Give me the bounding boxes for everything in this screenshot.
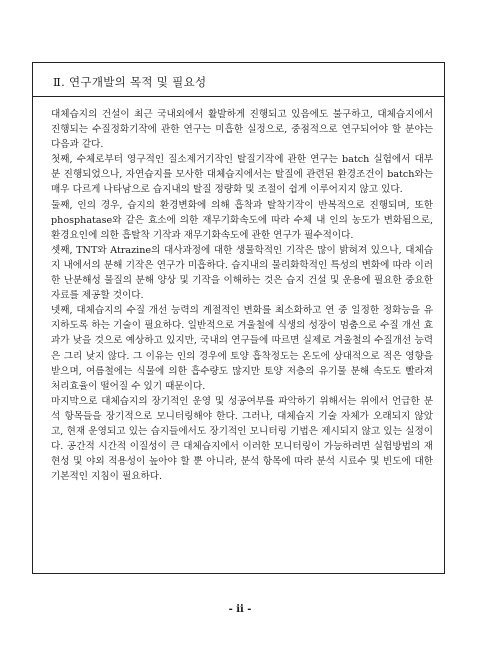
heading-bar [33, 63, 444, 97]
paragraph-fourth: 넷째, 대체습지의 수질 개선 능력의 계절적인 변화를 최소화하고 연 중 일정한 정화능을 유지하도록 하는 기술이 필요하다. 일반적으로 겨울철에 식생의 성장이 멈춤으로 수질 개선 효과가 낮을 것으로 예상하고 있지만, 국내의 연구들에 따르면 실제로 겨울철의 수질개선 능력은 그리 낮지 않다. 그 이유는 인의 경우에 토양 흡착정도는 온도에 상대적으로 적은 영향을 받으며, 여름철에는 식물에 의한 흡수량도 많지만 토양 저층의 유기물 분해 속도도 빨라져 처리효율이 떨어질 수 있기 때문이다. [51, 305, 433, 392]
section-heading: Ⅱ. 연구개발의 목적 및 필요성 [53, 75, 207, 89]
section-frame [32, 62, 445, 574]
paragraph-second: 둘째, 인의 경우, 습지의 환경변화에 의해 흡착과 탈착기작이 반복적으로 진행되며, 또한 phosphatase와 같은 효소에 의한 재무기화속도에 따라 수체 내 인의 농도가 변화됨으로, 환경요인에 의한 흡탈착 기작과 재무기화속도에 관한 연구가 필수적이다. [51, 199, 433, 241]
page-number: - ii - [228, 604, 252, 615]
paragraph-first: 첫째, 수체로부터 영구적인 질소제거기작인 탈질기작에 관한 연구는 batch 실험에서 대부분 진행되었으나, 자연습지를 모사한 대체습지에서는 탈질에 관련된 환경조건이 batch와는 매우 다르게 나타남으로 습지내의 탈질 정량화 및 조절이 쉽게 이루어지지 않고 있다. [51, 154, 433, 196]
paragraph-last: 마지막으로 대체습지의 장기적인 운영 및 성공여부를 파악하기 위해서는 위에서 언급한 분석 항목들을 장기적으로 모니터링해야 한다. 그러나, 대체습지 기술 자체가 오래되지 않았고, 현재 운영되고 있는 습지들에서도 장기적인 모니터링 기법은 제시되지 않고 있는 실정이다. 공간적 시간적 이질성이 큰 대체습지에서 이러한 모니터링이 가능하려면 실험방법의 재현성 및 야외 적용성이 높아야 할 뿐 아니라, 분석 항목에 따라 분석 시료수 및 빈도에 대한 기본적인 지침이 필요하다. [51, 395, 433, 483]
paragraph-intro: 대체습지의 건설이 최근 국내외에서 활발하게 진행되고 있음에도 불구하고, 대체습지에서 진행되는 수질정화기작에 관한 연구는 미흡한 실정으로, 중점적으로 연구되어야 할 분야는 다음과 같다. [51, 109, 433, 151]
paragraph-third: 셋째, TNT와 Atrazine의 대사과정에 대한 생물학적인 기작은 많이 밝혀져 있으나, 대체습지 내에서의 분해 기작은 연구가 미흡하다. 습지내의 물리화학적인 특성의 변화에 따라 이러한 난분해성 물질의 분해 양상 및 기작을 이해하는 것은 습지 건설 및 운용에 필요한 중요한 자료를 제공할 것이다. [51, 244, 433, 302]
section-body [51, 107, 433, 484]
